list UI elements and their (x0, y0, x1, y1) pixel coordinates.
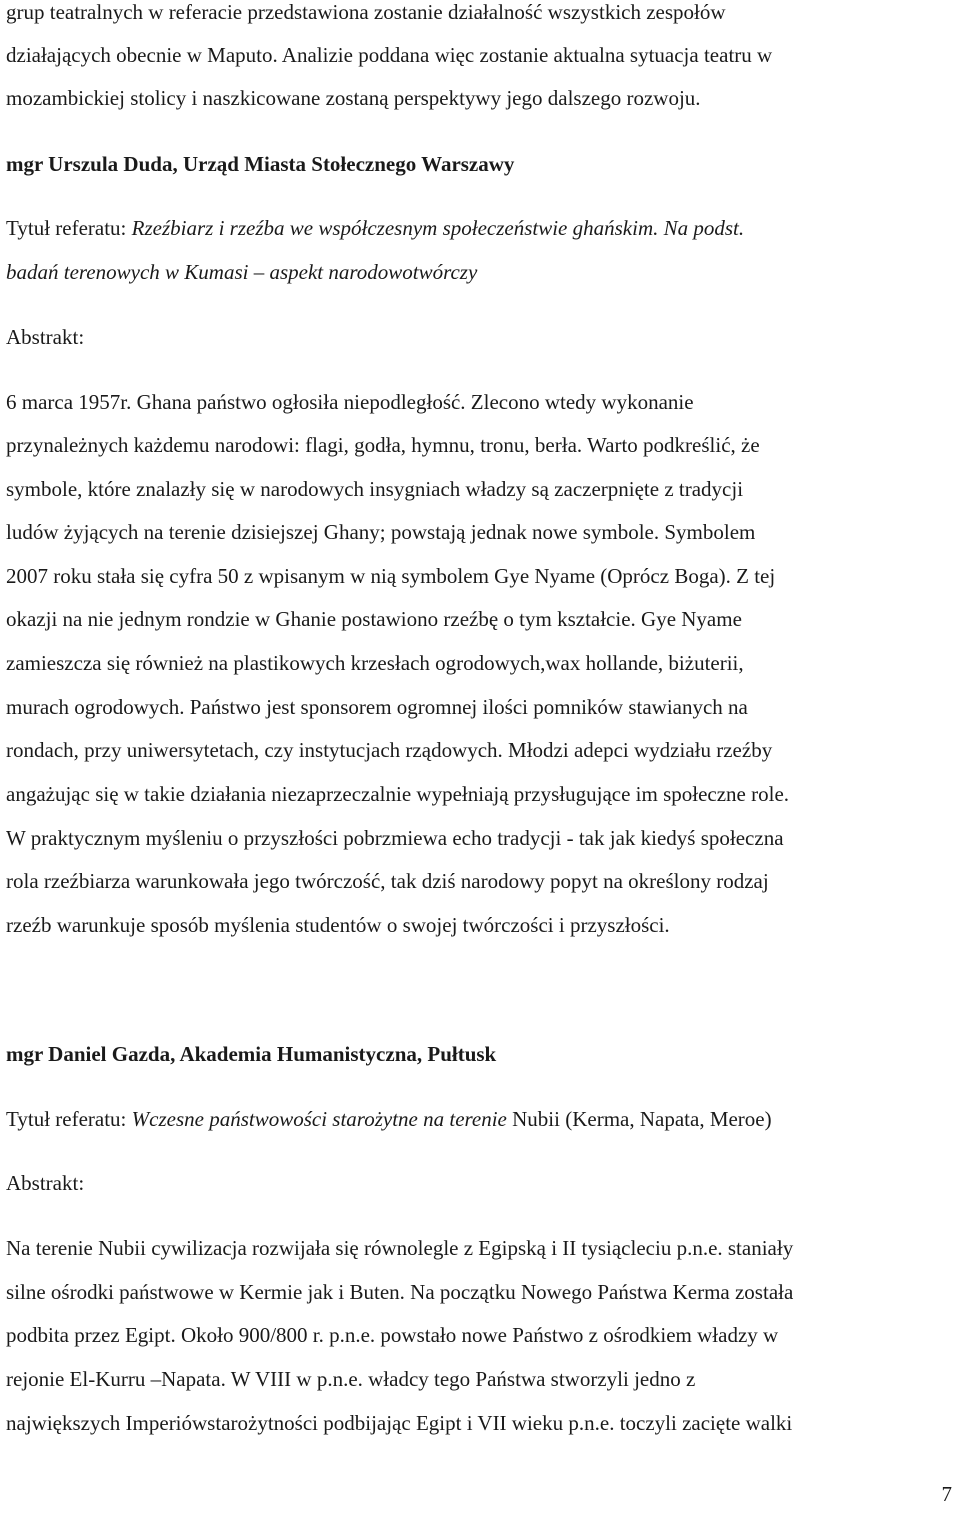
section1-abstract-line: murach ogrodowych. Państwo jest sponsorem ogromnej ilości pomników stawianych na (6, 695, 748, 719)
section1-abstract-line: okazji na nie jednym rondzie w Ghanie postawiono rzeźbę o tym kształcie. Gye Nyame (6, 607, 742, 631)
page-number: 7 (941, 1482, 952, 1506)
section1-abstract-line: angażując się w takie działania niezaprzeczalnie wypełniają przysługujące im społeczne role. (6, 782, 790, 806)
section1-abstract-line: przynależnych każdemu narodowi: flagi, godła, hymnu, tronu, berła. Warto podkreślić, że (6, 433, 760, 457)
section1-abstract-line: ludów żyjących na terenie dzisiejszej Ghany; powstają jednak nowe symbole. Symbolem (6, 520, 756, 544)
section1-abstract-line: rola rzeźbiarza warunkowała jego twórczość, tak dziś narodowy popyt na określony rodzaj (6, 869, 769, 893)
section1-abstract-line: zamieszcza się również na plastikowych krzesłach ogrodowych,wax hollande, biżuterii, (6, 651, 744, 675)
section1-abstract-line: W praktycznym myśleniu o przyszłości pobrzmiewa echo tradycji - tak jak kiedyś społeczna (6, 826, 784, 850)
section1-abstract-label: Abstrakt: (6, 325, 85, 349)
intro-line-3: mozambickiej stolicy i naszkicowane zostaną perspektywy jego dalszego rozwoju. (6, 86, 701, 110)
section1-abstract-line: symbole, które znalazły się w narodowych insygniach władzy są zaczerpnięte z tradycji (6, 477, 744, 501)
section1-author: mgr Urszula Duda, Urząd Miasta Stołecznego Warszawy (6, 152, 515, 176)
section1-title-italic-1: Rzeźbiarz i rzeźba we współczesnym społeczeństwie ghańskim. Na podst. (131, 216, 745, 240)
section1-title-line-1 (6, 216, 744, 240)
section2-abstract-line: rejonie El-Kurru –Napata. W VIII w p.n.e. władcy tego Państwa stworzyli jedno z (6, 1367, 696, 1391)
section1-title-label: Tytuł referatu: (6, 216, 132, 240)
section1-abstract-line: 2007 roku stała się cyfra 50 z wpisanym w nią symbolem Gye Nyame (Oprócz Boga). Z tej (6, 564, 776, 588)
section2-title-label: Tytuł referatu: (6, 1107, 132, 1131)
section2-abstract-line: silne ośrodki państwowe w Kermie jak i Buten. Na początku Nowego Państwa Kerma została (6, 1280, 794, 1304)
intro-line-1: grup teatralnych w referacie przedstawiona zostanie działalność wszystkich zespołów (6, 0, 726, 24)
section2-abstract-line: podbita przez Egipt. Około 900/800 r. p.n.e. powstało nowe Państwo z ośrodkiem władzy w (6, 1323, 779, 1347)
section2-title (6, 1107, 772, 1131)
section2-abstract-line: największych Imperiówstarożytności podbijając Egipt i VII wieku p.n.e. toczyli zacięte walki (6, 1411, 793, 1435)
section1-abstract-line: rondach, przy uniwersytetach, czy instytucjach rządowych. Młodzi adepci wydziału rzeźby (6, 738, 773, 762)
section2-author: mgr Daniel Gazda, Akademia Humanistyczna, Pułtusk (6, 1042, 497, 1066)
intro-line-2: działających obecnie w Maputo. Analizie poddana więc zostanie aktualna sytuacja teatru w (6, 43, 773, 67)
section1-title-line-2: badań terenowych w Kumasi – aspekt narodowotwórczy (6, 260, 478, 284)
section2-abstract-label: Abstrakt: (6, 1171, 85, 1195)
section1-abstract-line: rzeźb warunkuje sposób myślenia studentów o swojej twórczości i przyszłości. (6, 913, 670, 937)
section2-title-italic: Wczesne państwowości starożytne na terenie (131, 1107, 507, 1131)
section2-title-rest: Nubii (Kerma, Napata, Meroe) (506, 1107, 772, 1131)
section2-abstract-line: Na terenie Nubii cywilizacja rozwijała się równolegle z Egipską i II tysiącleciu p.n.e. staniały (6, 1236, 794, 1260)
section1-abstract-line: 6 marca 1957r. Ghana państwo ogłosiła niepodległość. Zlecono wtedy wykonanie (6, 390, 694, 414)
